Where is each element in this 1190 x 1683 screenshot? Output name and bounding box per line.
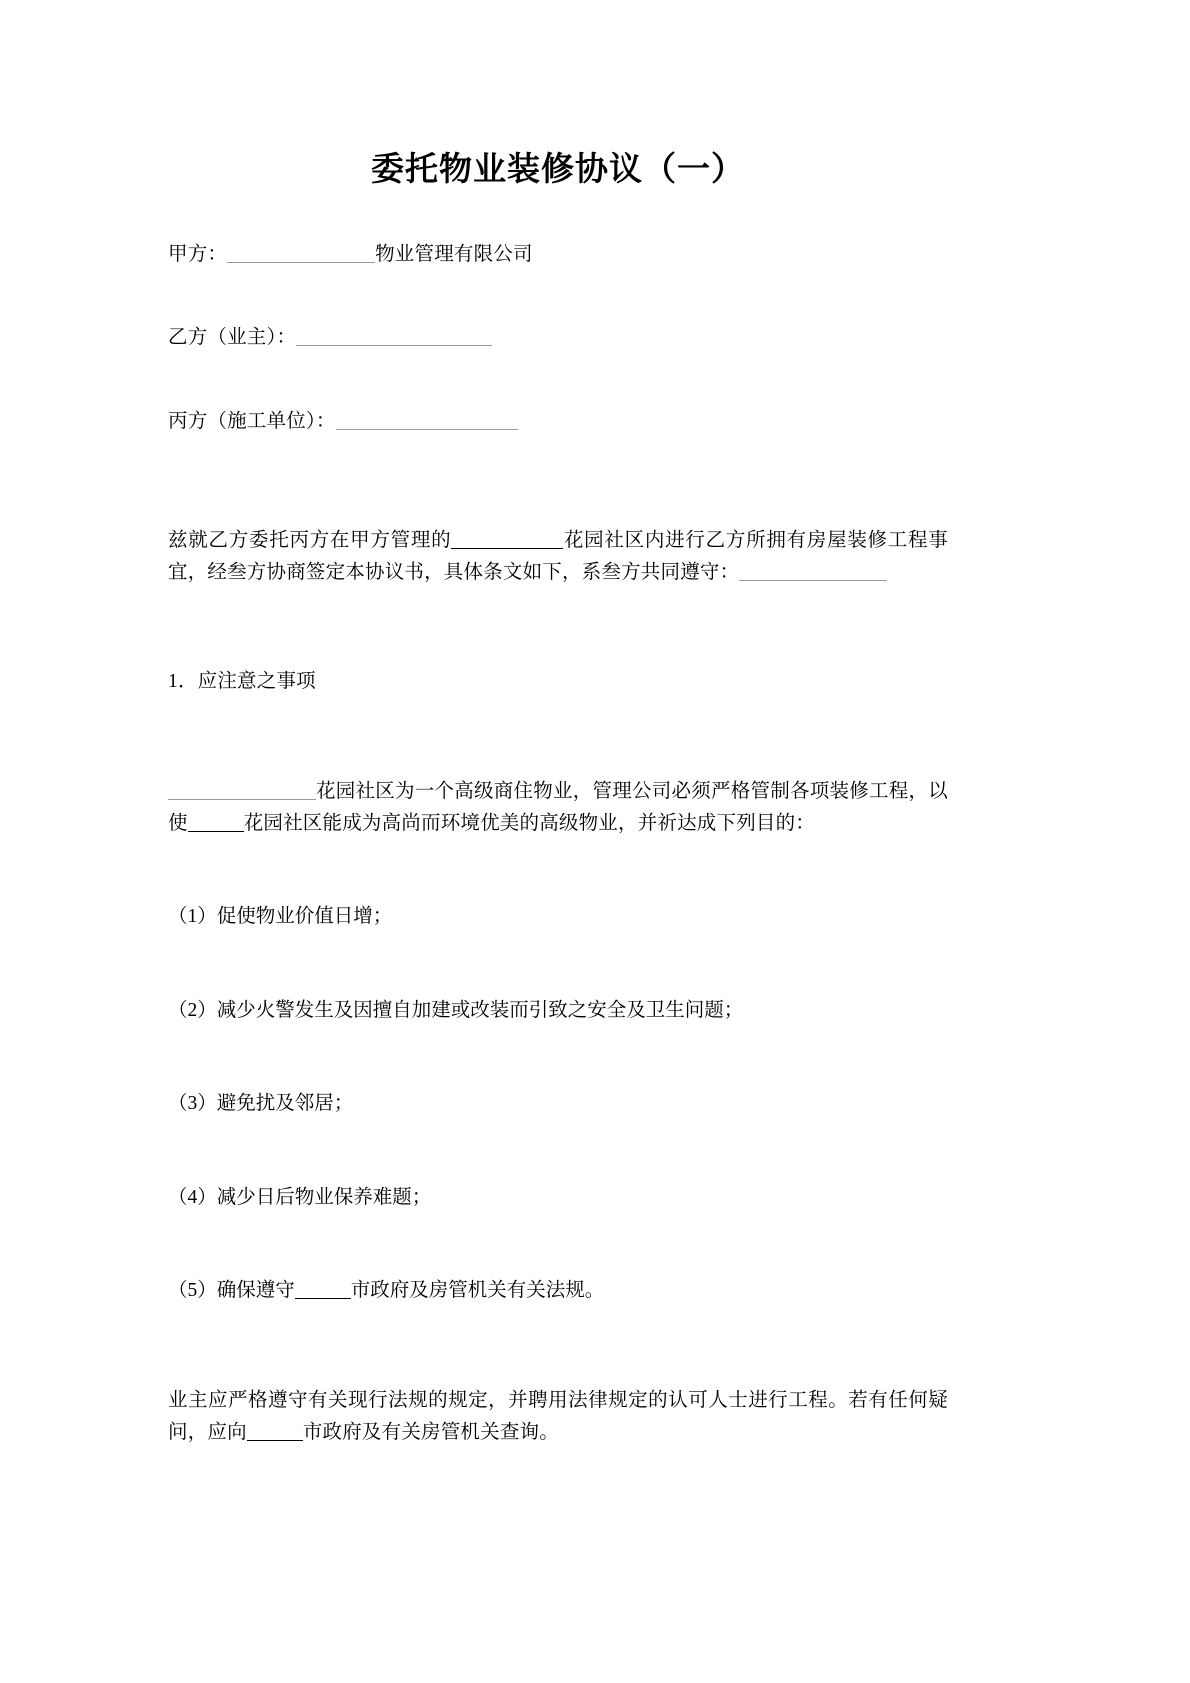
page-title: 委托物业装修协议（一） bbox=[371, 152, 745, 188]
spacer bbox=[168, 933, 948, 995]
list-item bbox=[168, 1275, 948, 1307]
party-b-blank[interactable] bbox=[296, 345, 492, 346]
document-body bbox=[168, 0, 948, 1448]
party-a-suffix: 物业管理有限公司 bbox=[375, 243, 533, 265]
spacer bbox=[168, 588, 948, 666]
list-item-text-before: 确保遵守 bbox=[216, 1280, 295, 1302]
party-a-line bbox=[168, 239, 948, 271]
party-b-line bbox=[168, 322, 948, 354]
section-title: 应注意之事项 bbox=[197, 671, 316, 693]
preamble-text-1: 兹就乙方委托丙方在甲方管理的 bbox=[168, 530, 452, 552]
list-item bbox=[168, 1088, 948, 1120]
section-number: 1． bbox=[168, 671, 198, 693]
preamble-paragraph bbox=[168, 525, 948, 588]
list-item-text: 促使物业价值日增； bbox=[216, 906, 393, 928]
list-item bbox=[168, 901, 948, 933]
closing-text-1: 业主应严格遵守有关现行法规的规定，并聘用法律规定的认可人士进行工程。若有任何疑问，应向 bbox=[168, 1390, 948, 1443]
preamble-blank-trailing[interactable] bbox=[739, 580, 887, 581]
spacer bbox=[168, 354, 948, 406]
list-item bbox=[168, 995, 948, 1027]
spacer bbox=[168, 839, 948, 901]
list-item-blank-city[interactable] bbox=[295, 1298, 351, 1299]
body-blank-community-1[interactable] bbox=[168, 799, 316, 800]
list-item-marker: （3） bbox=[168, 1093, 217, 1115]
party-a-blank[interactable] bbox=[227, 262, 375, 263]
list-item-text: 减少日后物业保养难题； bbox=[216, 1186, 432, 1208]
party-a-label: 甲方： bbox=[168, 243, 228, 265]
list-item-text: 减少火警发生及因擅自加建或改装而引致之安全及卫生问题； bbox=[216, 999, 744, 1021]
list-item-text: 避免扰及邻居； bbox=[216, 1093, 354, 1115]
preamble-text-2: 花园社区内进行乙方所拥有房屋装修工程事宜，经叁方协商签定本协议书，具体条文如下，系叁方共同遵守： bbox=[168, 530, 948, 583]
spacer bbox=[168, 437, 948, 525]
list-item-marker: （5） bbox=[168, 1280, 217, 1302]
party-b-label: 乙方（业主）： bbox=[168, 327, 297, 349]
body-blank-community-2[interactable] bbox=[188, 831, 244, 832]
spacer bbox=[168, 1213, 948, 1275]
list-item-text-after: 市政府及房管机关有关法规。 bbox=[350, 1280, 605, 1302]
body-text-2: 花园社区为一个高级商住物业，管理公司必须严格管制各项装修工程，以使 bbox=[168, 781, 948, 834]
list-item bbox=[168, 1182, 948, 1214]
section-heading bbox=[168, 666, 948, 698]
party-c-label: 丙方（施工单位）： bbox=[168, 410, 336, 432]
body-text-3: 花园社区能成为高尚而环境优美的高级物业，并祈达成下列目的： bbox=[243, 812, 816, 834]
spacer bbox=[168, 698, 948, 776]
spacer bbox=[168, 193, 948, 239]
party-c-line bbox=[168, 406, 948, 438]
spacer bbox=[168, 1307, 948, 1385]
closing-paragraph bbox=[168, 1385, 948, 1448]
spacer bbox=[168, 1026, 948, 1088]
spacer bbox=[168, 1120, 948, 1182]
closing-blank-city[interactable] bbox=[247, 1440, 303, 1441]
preamble-blank-community[interactable] bbox=[451, 548, 563, 549]
list-item-marker: （1） bbox=[168, 906, 217, 928]
party-c-blank[interactable] bbox=[336, 429, 518, 430]
list-item-marker: （2） bbox=[168, 999, 217, 1021]
spacer bbox=[168, 270, 948, 322]
body-paragraph-1 bbox=[168, 776, 948, 839]
list-item-marker: （4） bbox=[168, 1186, 217, 1208]
closing-text-2: 市政府及有关房管机关查询。 bbox=[302, 1421, 559, 1443]
